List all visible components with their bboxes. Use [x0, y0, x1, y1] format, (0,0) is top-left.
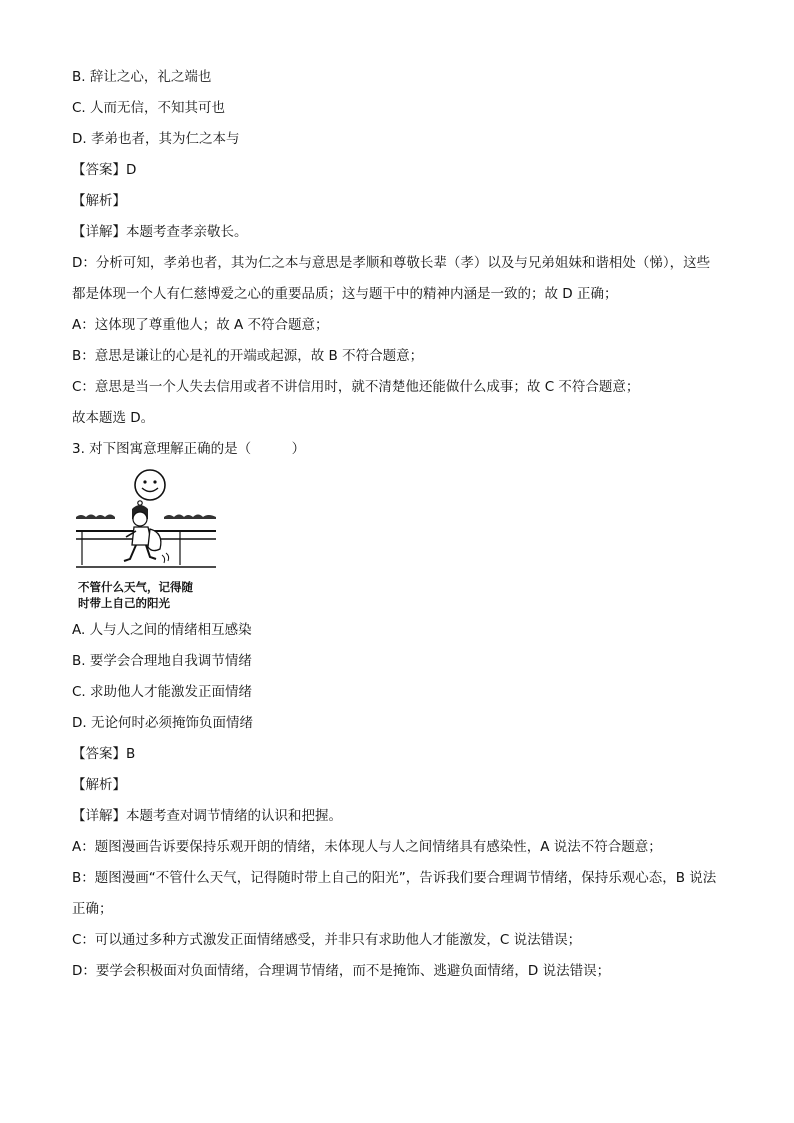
cartoon-caption-line1: 不管什么天气，记得随	[78, 580, 193, 594]
q2-option-c: C. 人而无信，不知其可也	[72, 100, 226, 116]
q2-explain-d: D：分析可知，孝弟也者，其为仁之本与意思是孝顺和尊敬长辈（孝）以及与兄弟姐妹和谐相处（悌），这些都是体现一个人有仁慈博爱之心的重要品质；这与题干中的精神内涵是一致的；故 D 正确；	[72, 255, 711, 302]
q3-explain-a: A：题图漫画告诉要保持乐观开朗的情绪，未体现人与人之间情绪具有感染性，A 说法不符合题意；	[72, 839, 662, 855]
q2-option-d: D. 孝弟也者，其为仁之本与	[72, 131, 240, 147]
document-page	[72, 62, 722, 987]
q2-option-b: B. 辞让之心，礼之端也	[72, 69, 212, 85]
q2-detail: 【详解】本题考查孝亲敬长。	[72, 224, 248, 240]
q3-explain-d: D：要学会积极面对负面情绪，合理调节情绪，而不是掩饰、逃避负面情绪，D 说法错误；	[72, 963, 611, 979]
q3-analysis-heading: 【解析】	[72, 777, 126, 793]
q3-stem: 3. 对下图寓意理解正确的是（ ）	[72, 441, 306, 457]
q2-conclusion: 故本题选 D。	[72, 410, 155, 426]
q3-explain-b: B：题图漫画“不管什么天气，记得随时带上自己的阳光”，告诉我们要合理调节情绪，保持乐观心态，B 说法正确；	[72, 870, 717, 917]
cartoon-caption-line2: 时带上自己的阳光	[78, 596, 170, 610]
q3-detail: 【详解】本题考查对调节情绪的认识和把握。	[72, 808, 342, 824]
q2-explain-a: A：这体现了尊重他人；故 A 不符合题意；	[72, 317, 329, 333]
q3-option-d: D. 无论何时必须掩饰负面情绪	[72, 715, 253, 731]
q3-option-a: A. 人与人之间的情绪相互感染	[72, 622, 252, 638]
q2-analysis-heading: 【解析】	[72, 193, 126, 209]
cartoon-figure	[76, 469, 216, 613]
q2-answer: 【答案】D	[72, 162, 137, 178]
q2-explain-b: B：意思是谦让的心是礼的开端或起源，故 B 不符合题意；	[72, 348, 424, 364]
q3-option-b: B. 要学会合理地自我调节情绪	[72, 653, 252, 669]
q3-option-c: C. 求助他人才能激发正面情绪	[72, 684, 253, 700]
q2-explain-c: C：意思是当一个人失去信用或者不讲信用时，就不清楚他还能做什么成事；故 C 不符合题意；	[72, 379, 640, 395]
cartoon-caption	[78, 579, 218, 611]
q3-answer: 【答案】B	[72, 746, 136, 762]
q3-explain-c: C：可以通过多种方式激发正面情绪感受，并非只有求助他人才能激发，C 说法错误；	[72, 932, 582, 948]
cartoon-illustration	[76, 469, 216, 581]
